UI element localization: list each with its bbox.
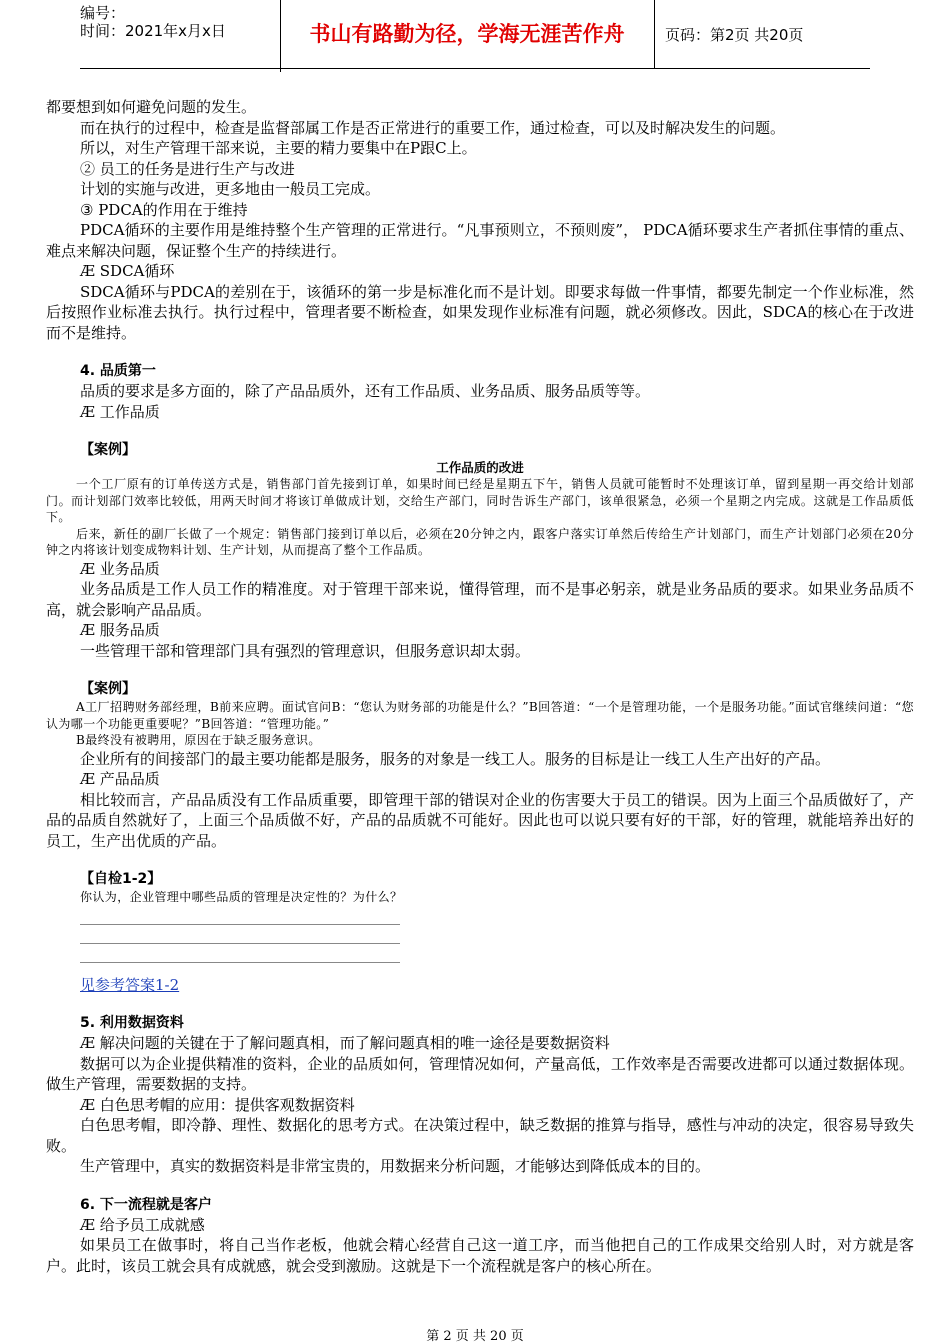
- bullet-item: Æ 给予员工成就感: [80, 1215, 205, 1234]
- paragraph: 业务品质是工作人员工作的精准度。对于管理干部来说，懂得管理，而不是事必躬亲，就是业务品质的要求。如果业务品质不高，就会影响产品品质。: [46, 580, 914, 619]
- reference-answer-row: [46, 975, 914, 996]
- paragraph: 相比较而言，产品品质没有工作品质重要，即管理干部的错误对企业的伤害要大于员工的错误。因为上面三个品质做好了，产品的品质自然就好了，上面三个品质做不好，产品的品质就不可能好。因此也可以说只要有好的干部，好的管理，就能培养出好的员工，生产出优质的产品。: [46, 790, 914, 850]
- case-text: B最终没有被聘用，原因在于缺乏服务意识。: [76, 733, 321, 747]
- case-label: 【案例】: [80, 681, 136, 697]
- case-label: 【案例】: [80, 442, 136, 458]
- paragraph: 品质的要求是多方面的，除了产品品质外，还有工作品质、业务品质、服务品质等等。: [80, 382, 651, 400]
- bullet-item: Æ 白色思考帽的应用：提供客观数据资料: [80, 1095, 355, 1114]
- case-text: A工厂招聘财务部经理，B前来应聘。面试官问B：“您认为财务部的功能是什么？”B回答道：“一个是管理功能，一个是服务功能。”面试官继续问道：“您认为哪一个功能更重要呢？”B回答道：“管理功能。”: [46, 700, 914, 731]
- paragraph: 而在执行的过程中，检查是监督部属工作是否正常进行的重要工作，通过检查，可以及时解决发生的问题。: [80, 118, 786, 137]
- bullet-item: Æ 工作品质: [80, 402, 160, 421]
- page-header: [80, 0, 870, 69]
- paragraph: SDCA循环与PDCA的差别在于，该循环的第一步是标准化而不是计划。即要求每做一件事情，都要先制定一个作业标准，然后按照作业标准去执行。执行过程中，管理者要不断检查，如果发现作业标准有问题，就必须修改。因此，SDCA的核心在于改进而不是维持。: [46, 282, 914, 342]
- document-body: [46, 97, 914, 1276]
- case-title: 工作品质的改进: [436, 460, 524, 475]
- bullet-item: Æ 解决问题的关键在于了解问题真相，而了解问题真相的唯一途径是要数据资料: [80, 1034, 610, 1052]
- paragraph: 白色思考帽，即冷静、理性、数据化的思考方式。在决策过程中，缺乏数据的推算与指导，感性与冲动的决定，很容易导致失败。: [46, 1116, 914, 1155]
- bullet-item: Æ 产品品质: [80, 770, 160, 788]
- paragraph: 都要想到如何避免问题的发生。: [46, 98, 257, 116]
- self-check-question: 你认为，企业管理中哪些品质的管理是决定性的？为什么？: [80, 890, 403, 904]
- page-footer: 第 2 页 共 20 页: [426, 1329, 524, 1344]
- paragraph: 一些管理干部和管理部门具有强烈的管理意识，但服务意识却太弱。: [80, 641, 531, 660]
- self-check-label: 【自检1-2】: [80, 871, 162, 887]
- answer-line[interactable]: [80, 944, 400, 963]
- case-text: 后来，新任的副厂长做了一个规定：销售部门接到订单以后，必须在20分钟之内，跟客户落实订单然后传给生产计划部门，而生产计划部门必须在20分钟之内将该计划变成物料计划、生产计划，从而提高了整个工作品质。: [46, 526, 914, 557]
- bullet-item: Æ SDCA循环: [80, 262, 175, 280]
- paragraph: 计划的实施与改进，更多地由一般员工完成。: [80, 180, 381, 198]
- paragraph: 如果员工在做事时，将自己当作老板，他就会精心经营自己这一道工序，而当他把自己的工作成果交给别人时，对方就是客户。此时，该员工就会具有成就感，就会受到激励。这就是下一个流程就是客户的核心所在。: [46, 1236, 914, 1275]
- time-label: 时间：2021年x月x日: [80, 22, 226, 40]
- header-motto: 书山有路勤为径，学海无涯苦作舟: [280, 0, 655, 68]
- number-label: 编号：: [80, 4, 126, 22]
- bullet-item: Æ 业务品质: [80, 559, 160, 578]
- section-heading: 4. 品质第一: [80, 363, 156, 379]
- section-heading: 6. 下一流程就是客户: [80, 1196, 212, 1213]
- list-item: ③ PDCA的作用在于维持: [80, 200, 248, 219]
- case-text: 一个工厂原有的订单传送方式是，销售部门首先接到订单，如果时间已经是星期五下午，销售人员就可能暂时不处理该订单，留到星期一再交给计划部门。而计划部门效率比较低，用两天时间才将该订单做成计划，交给生产部门，同时告诉生产部门，该单很紧急，必须一个星期之内完成。这就是工作品质低下。: [46, 477, 914, 524]
- reference-answer-link[interactable]: 见参考答案1-2: [80, 975, 180, 994]
- paragraph: PDCA循环的主要作用是维持整个生产管理的正常进行。“凡事预则立，不预则废”， PDCA循环要求生产者抓住事情的重点、难点来解决问题，保证整个生产的持续进行。: [46, 221, 914, 260]
- paragraph: 所以，对生产管理干部来说，主要的精力要集中在P跟C上。: [80, 139, 477, 157]
- paragraph: 数据可以为企业提供精准的资料，企业的品质如何，管理情况如何，产量高低，工作效率是否需要改进都可以通过数据体现。做生产管理，需要数据的支持。: [46, 1054, 914, 1093]
- section-heading: 5. 利用数据资料: [80, 1015, 184, 1031]
- list-item: ② 员工的任务是进行生产与改进: [80, 159, 295, 178]
- paragraph: 生产管理中，真实的数据资料是非常宝贵的，用数据来分析问题，才能够达到降低成本的目的。: [80, 1157, 711, 1175]
- header-meta: [80, 0, 281, 72]
- header-page-info: 页码：第2页 共20页: [665, 26, 804, 44]
- answer-line[interactable]: [80, 906, 400, 925]
- answer-line[interactable]: [80, 925, 400, 944]
- bullet-item: Æ 服务品质: [80, 621, 160, 639]
- paragraph: 企业所有的间接部门的最主要功能都是服务，服务的对象是一线工人。服务的目标是让一线工人生产出好的产品。: [80, 749, 831, 768]
